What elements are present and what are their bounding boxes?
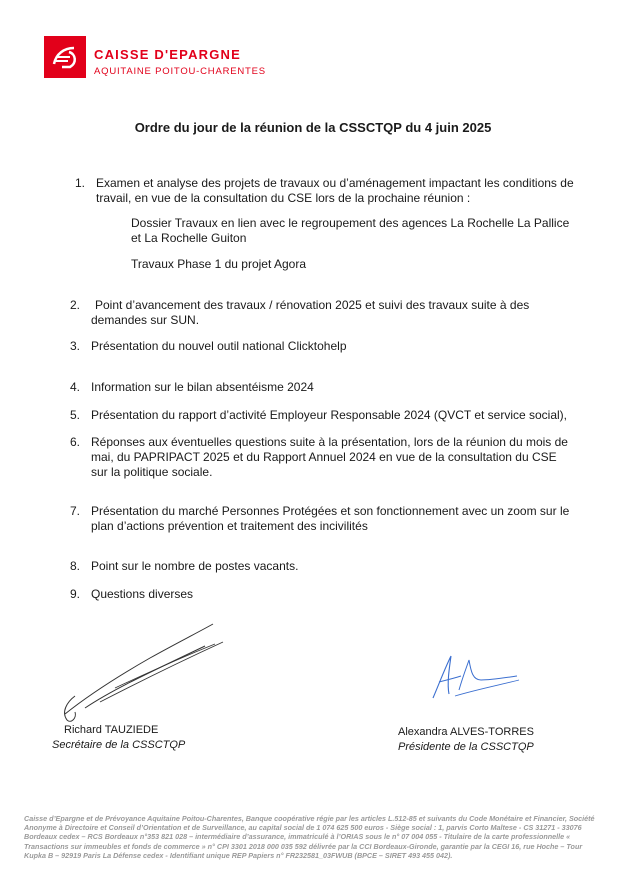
- agenda-number: 3.: [70, 339, 81, 353]
- signature-left-icon: [55, 618, 235, 728]
- agenda-text: Réponses aux éventuelles questions suite à la présentation, lors de la réunion du mois de mai, du PAPRIPACT 2025 et du Rapport Annuel 2024 en vue de la consultation du CSE sur la politique sociale.: [91, 435, 568, 479]
- agenda-text: Présentation du rapport d’activité Employeur Responsable 2024 (QVCT et service social),: [91, 408, 568, 422]
- brand-region: AQUITAINE POITOU-CHARENTES: [94, 66, 266, 77]
- agenda-text: Présentation du nouvel outil national Clicktohelp: [91, 339, 347, 353]
- agenda-text: Information sur le bilan absentéisme 2024: [91, 380, 314, 394]
- signatory-right-role: Présidente de la CSSCTQP: [398, 741, 534, 753]
- agenda-text: Point d’avancement des travaux / rénovation 2025 et suivi des travaux suite à des demandes sur SUN.: [91, 298, 530, 327]
- agenda-number: 1.: [75, 176, 86, 190]
- agenda-number: 6.: [70, 435, 81, 449]
- agenda-subitem: Dossier Travaux en lien avec le regroupement des agences La Rochelle La Pallice et La Rochelle Guiton: [131, 216, 570, 245]
- agenda-number: 9.: [70, 587, 81, 601]
- signatory-left-name: Richard TAUZIEDE: [64, 724, 159, 736]
- agenda-number: 8.: [70, 559, 81, 573]
- brand-name: CAISSE D'EPARGNE: [94, 47, 242, 62]
- agenda-number: 4.: [70, 380, 81, 394]
- agenda-number: 5.: [70, 408, 81, 422]
- signature-right-icon: [425, 650, 525, 705]
- signatory-left-role: Secrétaire de la CSSCTQP: [52, 739, 186, 751]
- agenda-number: 2.: [70, 298, 81, 312]
- agenda-text: Point sur le nombre de postes vacants.: [91, 559, 299, 573]
- agenda-number: 7.: [70, 504, 81, 518]
- page-title: Ordre du jour de la réunion de la CSSCTQP du 4 juin 2025: [134, 120, 492, 135]
- legal-footer: Caisse d’Epargne et de Prévoyance Aquitaine Poitou-Charentes, Banque coopérative régie par les articles L.512-85 et suivants du Code Monétaire et Financier, Société Anonyme à Directoire et Conseil d’Orientation et de Surveillance, au capital social de 1 074 625 500 euros - Siège social : 1, parvis Corto Maltese - CS 31271 - 33076 Bordeaux cedex – RCS Bordeaux n°353 821 028 – intermédiaire d’assurance, immatriculé à l’ORIAS sous le n° 07 004 055 - Titulaire de la carte professionnelle « Transactions sur immeubles et fonds de commerce » n° CPI 3301 2018 000 035 592 délivrée par la CCI Bordeaux-Gironde, garantie par la CEGI 16, rue Hoche – Tour Kupka B – 92919 Paris La Défense cedex - Identifiant unique REP Papiers n° FR232581_03FWUB (BPCE – SIRET 493 455 042).: [24, 814, 595, 860]
- signatory-right-name: Alexandra ALVES-TORRES: [398, 726, 534, 738]
- agenda-text: Examen et analyse des projets de travaux ou d’aménagement impactant les conditions de travail, en vue de la consultation du CSE lors de la prochaine réunion :: [96, 176, 574, 205]
- agenda-subitem: Travaux Phase 1 du projet Agora: [131, 257, 306, 271]
- agenda-text: Questions diverses: [91, 587, 194, 601]
- squirrel-logo-icon: [44, 36, 86, 78]
- agenda-text: Présentation du marché Personnes Protégées et son fonctionnement avec un zoom sur le plan d’actions prévention et traitement des incivilités: [91, 504, 570, 533]
